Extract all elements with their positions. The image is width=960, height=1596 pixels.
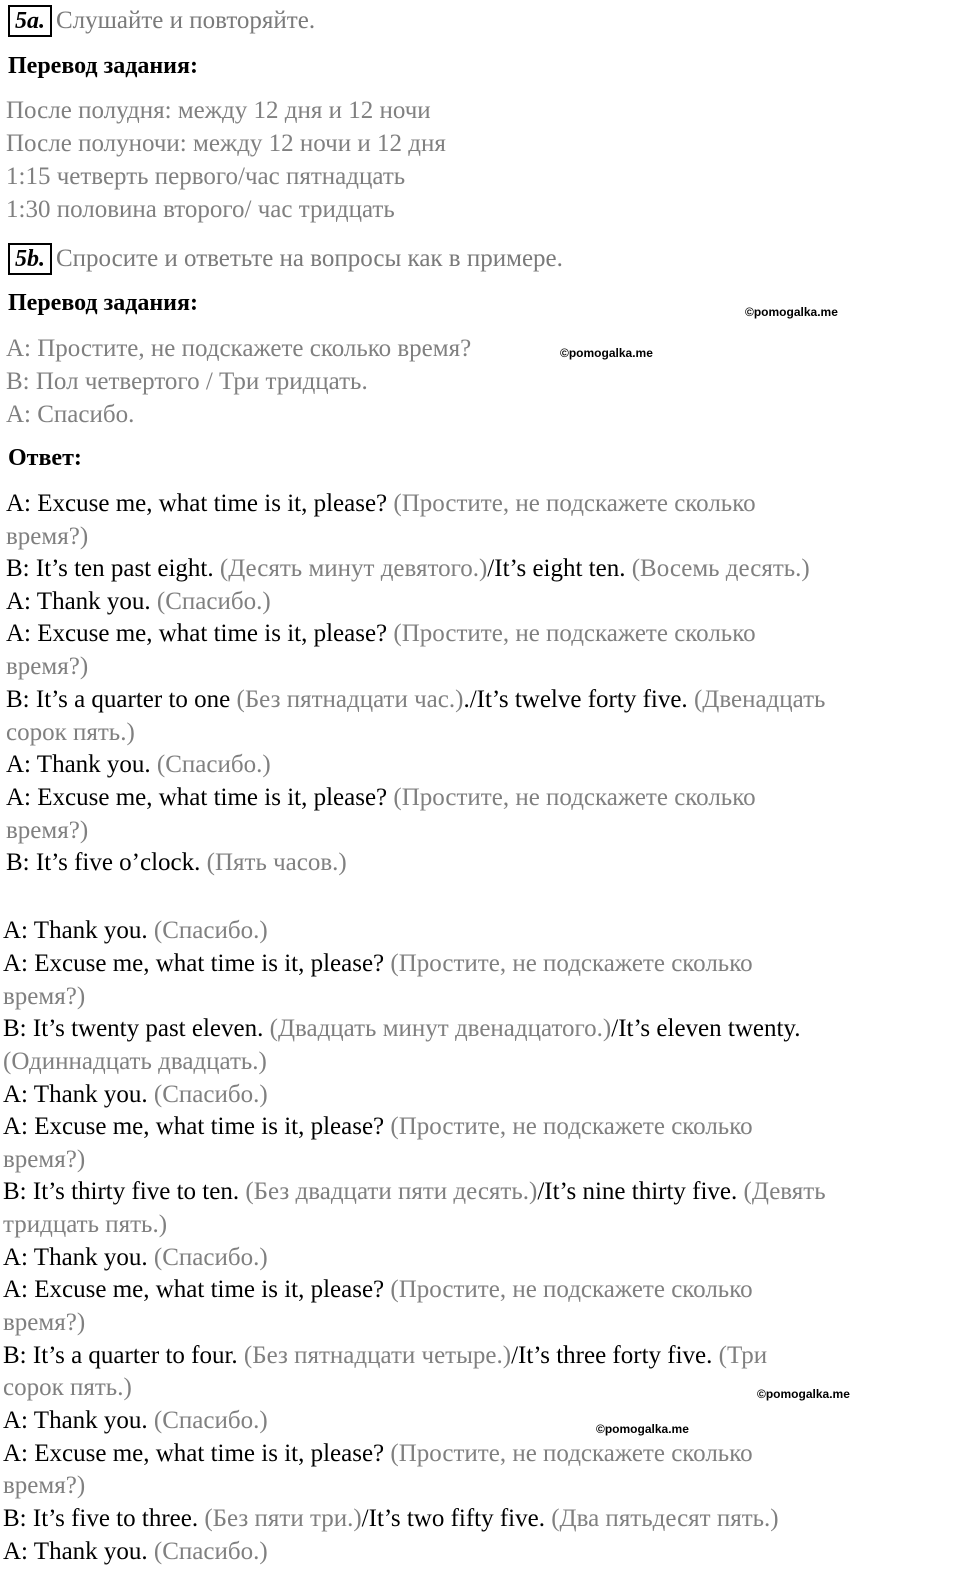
english-text: B: It’s twenty past eleven.	[3, 1015, 270, 1042]
answer-line	[6, 520, 88, 553]
translation-text: время?)	[6, 653, 89, 680]
english-text: /It’s three forty five.	[511, 1342, 719, 1369]
translation-text: сорок пять.)	[6, 719, 135, 746]
answer-line	[6, 716, 135, 749]
translation-text: (Спасибо.)	[153, 1538, 268, 1565]
answer-line	[6, 814, 88, 847]
translation-text: время?)	[3, 983, 86, 1010]
english-text: A: Thank you.	[3, 917, 154, 944]
english-text: A: Excuse me, what time is it, please?	[6, 784, 394, 811]
english-text: A: Thank you.	[3, 1244, 154, 1271]
task-5a	[8, 4, 315, 38]
translation-text: (Без пятнадцати час.)	[236, 686, 464, 713]
answer-line	[6, 552, 810, 585]
watermark: ©pomogalka.me	[596, 1422, 689, 1436]
translation-text: (Двадцать минут двенадцатого.)	[269, 1015, 612, 1042]
translation-text: время?)	[3, 1146, 86, 1173]
english-text: /It’s eight ten.	[487, 555, 632, 582]
translation-text: (Простите, не подскажете сколько	[393, 490, 756, 517]
translation-text: сорок пять.)	[3, 1374, 132, 1401]
answer-line	[3, 914, 268, 947]
rule-line: 1:15 четверть первого/час пятнадцать	[6, 163, 406, 190]
english-text: B: It’s a quarter to four.	[3, 1342, 244, 1369]
answer-line	[3, 947, 753, 980]
answer-heading: Ответ:	[8, 445, 82, 471]
answer-line	[3, 1404, 268, 1437]
translation-text: время?)	[3, 1309, 86, 1336]
translation-heading-1: Перевод задания:	[8, 53, 198, 79]
answer-line	[6, 781, 756, 814]
english-text: B: It’s a quarter to one	[6, 686, 237, 713]
answer-line	[3, 1078, 268, 1111]
example-line: A: Простите, не подскажете сколько время?	[6, 335, 472, 362]
translation-text: (Простите, не подскажете сколько	[390, 1440, 753, 1467]
answer-line	[3, 1437, 753, 1470]
translation-text: тридцать пять.)	[3, 1211, 168, 1238]
english-text: A: Excuse me, what time is it, please?	[3, 1440, 391, 1467]
task-5a-text: Слушайте и повторяйте.	[56, 7, 316, 34]
translation-text: (Без двадцати пяти десять.)	[245, 1178, 538, 1205]
answer-line	[6, 683, 825, 716]
translation-text: (Спасибо.)	[153, 1407, 268, 1434]
translation-text: время?)	[6, 817, 89, 844]
translation-heading-2: Перевод задания:	[8, 290, 198, 316]
example-line: B: Пол четвертого / Три тридцать.	[6, 368, 368, 395]
answer-line	[3, 1241, 268, 1274]
translation-text: (Три	[718, 1342, 768, 1369]
translation-text: (Простите, не подскажете сколько	[393, 784, 756, 811]
answer-line	[3, 1045, 267, 1078]
answer-line	[3, 980, 85, 1013]
answer-line	[3, 1110, 753, 1143]
english-text: B: It’s five o’clock.	[6, 849, 207, 876]
translation-text: (Простите, не подскажете сколько	[390, 1113, 753, 1140]
english-text: A: Thank you.	[3, 1538, 154, 1565]
translation-text: (Без пятнадцати четыре.)	[243, 1342, 512, 1369]
translation-text: (Простите, не подскажете сколько	[390, 950, 753, 977]
translation-text: (Одиннадцать двадцать.)	[3, 1048, 267, 1075]
answer-line	[6, 748, 271, 781]
english-text: B: It’s thirty five to ten.	[3, 1178, 246, 1205]
rule-line: 1:30 половина второго/ час тридцать	[6, 196, 395, 223]
task-5b-number: 5b.	[8, 243, 52, 275]
answer-line	[6, 487, 756, 520]
answer-line	[3, 1175, 826, 1208]
translation-text: (Простите, не подскажете сколько	[390, 1276, 753, 1303]
english-text: B: It’s five to three.	[3, 1505, 205, 1532]
rule-line: После полудня: между 12 дня и 12 ночи	[6, 97, 431, 124]
task-5b-text: Спросите и ответьте на вопросы как в примере.	[56, 245, 563, 272]
answer-line	[3, 1143, 85, 1176]
translation-text: (Двенадцать	[693, 686, 826, 713]
translation-text: (Без пяти три.)	[204, 1505, 362, 1532]
answer-line	[3, 1273, 753, 1306]
english-text: A: Excuse me, what time is it, please?	[3, 1113, 391, 1140]
answer-line	[6, 617, 756, 650]
example-line: A: Спасибо.	[6, 401, 135, 428]
answer-line	[3, 1469, 85, 1502]
translation-text: (Спасибо.)	[153, 1081, 268, 1108]
english-text: /It’s eleven twenty.	[611, 1015, 801, 1042]
task-5a-number: 5a.	[8, 5, 52, 37]
english-text: A: Excuse me, what time is it, please?	[3, 1276, 391, 1303]
english-text: ./It’s twelve forty five.	[463, 686, 694, 713]
answer-line	[6, 585, 271, 618]
english-text: A: Thank you.	[3, 1081, 154, 1108]
watermark: ©pomogalka.me	[757, 1387, 850, 1401]
translation-text: (Спасибо.)	[153, 1244, 268, 1271]
rule-line: После полуночи: между 12 ночи и 12 дня	[6, 130, 446, 157]
english-text: A: Excuse me, what time is it, please?	[6, 490, 394, 517]
english-text: A: Thank you.	[6, 751, 157, 778]
translation-text: время?)	[6, 523, 89, 550]
translation-text: (Простите, не подскажете сколько	[393, 620, 756, 647]
translation-text: (Спасибо.)	[156, 751, 271, 778]
english-text: A: Excuse me, what time is it, please?	[6, 620, 394, 647]
translation-text: (Пять часов.)	[206, 849, 347, 876]
task-5b	[8, 242, 563, 276]
answer-line	[3, 1371, 132, 1404]
translation-text: (Спасибо.)	[153, 917, 268, 944]
answer-line	[3, 1306, 85, 1339]
english-text: A: Excuse me, what time is it, please?	[3, 950, 391, 977]
translation-text: (Спасибо.)	[156, 588, 271, 615]
translation-text: (Девять	[743, 1178, 826, 1205]
answer-line	[6, 650, 88, 683]
answer-line	[3, 1012, 801, 1045]
english-text: B: It’s ten past eight.	[6, 555, 220, 582]
watermark: ©pomogalka.me	[745, 305, 838, 319]
answer-line	[3, 1502, 779, 1535]
answer-line	[3, 1535, 268, 1568]
answer-line	[3, 1339, 767, 1372]
english-text: /It’s two fifty five.	[361, 1505, 552, 1532]
translation-text: (Два пятьдесят пять.)	[551, 1505, 779, 1532]
answer-line	[6, 846, 347, 879]
watermark: ©pomogalka.me	[560, 346, 653, 360]
translation-text: время?)	[3, 1472, 86, 1499]
english-text: /It’s nine thirty five.	[537, 1178, 744, 1205]
english-text: A: Thank you.	[3, 1407, 154, 1434]
answer-line	[3, 1208, 167, 1241]
translation-text: (Десять минут девятого.)	[219, 555, 488, 582]
english-text: A: Thank you.	[6, 588, 157, 615]
translation-text: (Восемь десять.)	[631, 555, 810, 582]
